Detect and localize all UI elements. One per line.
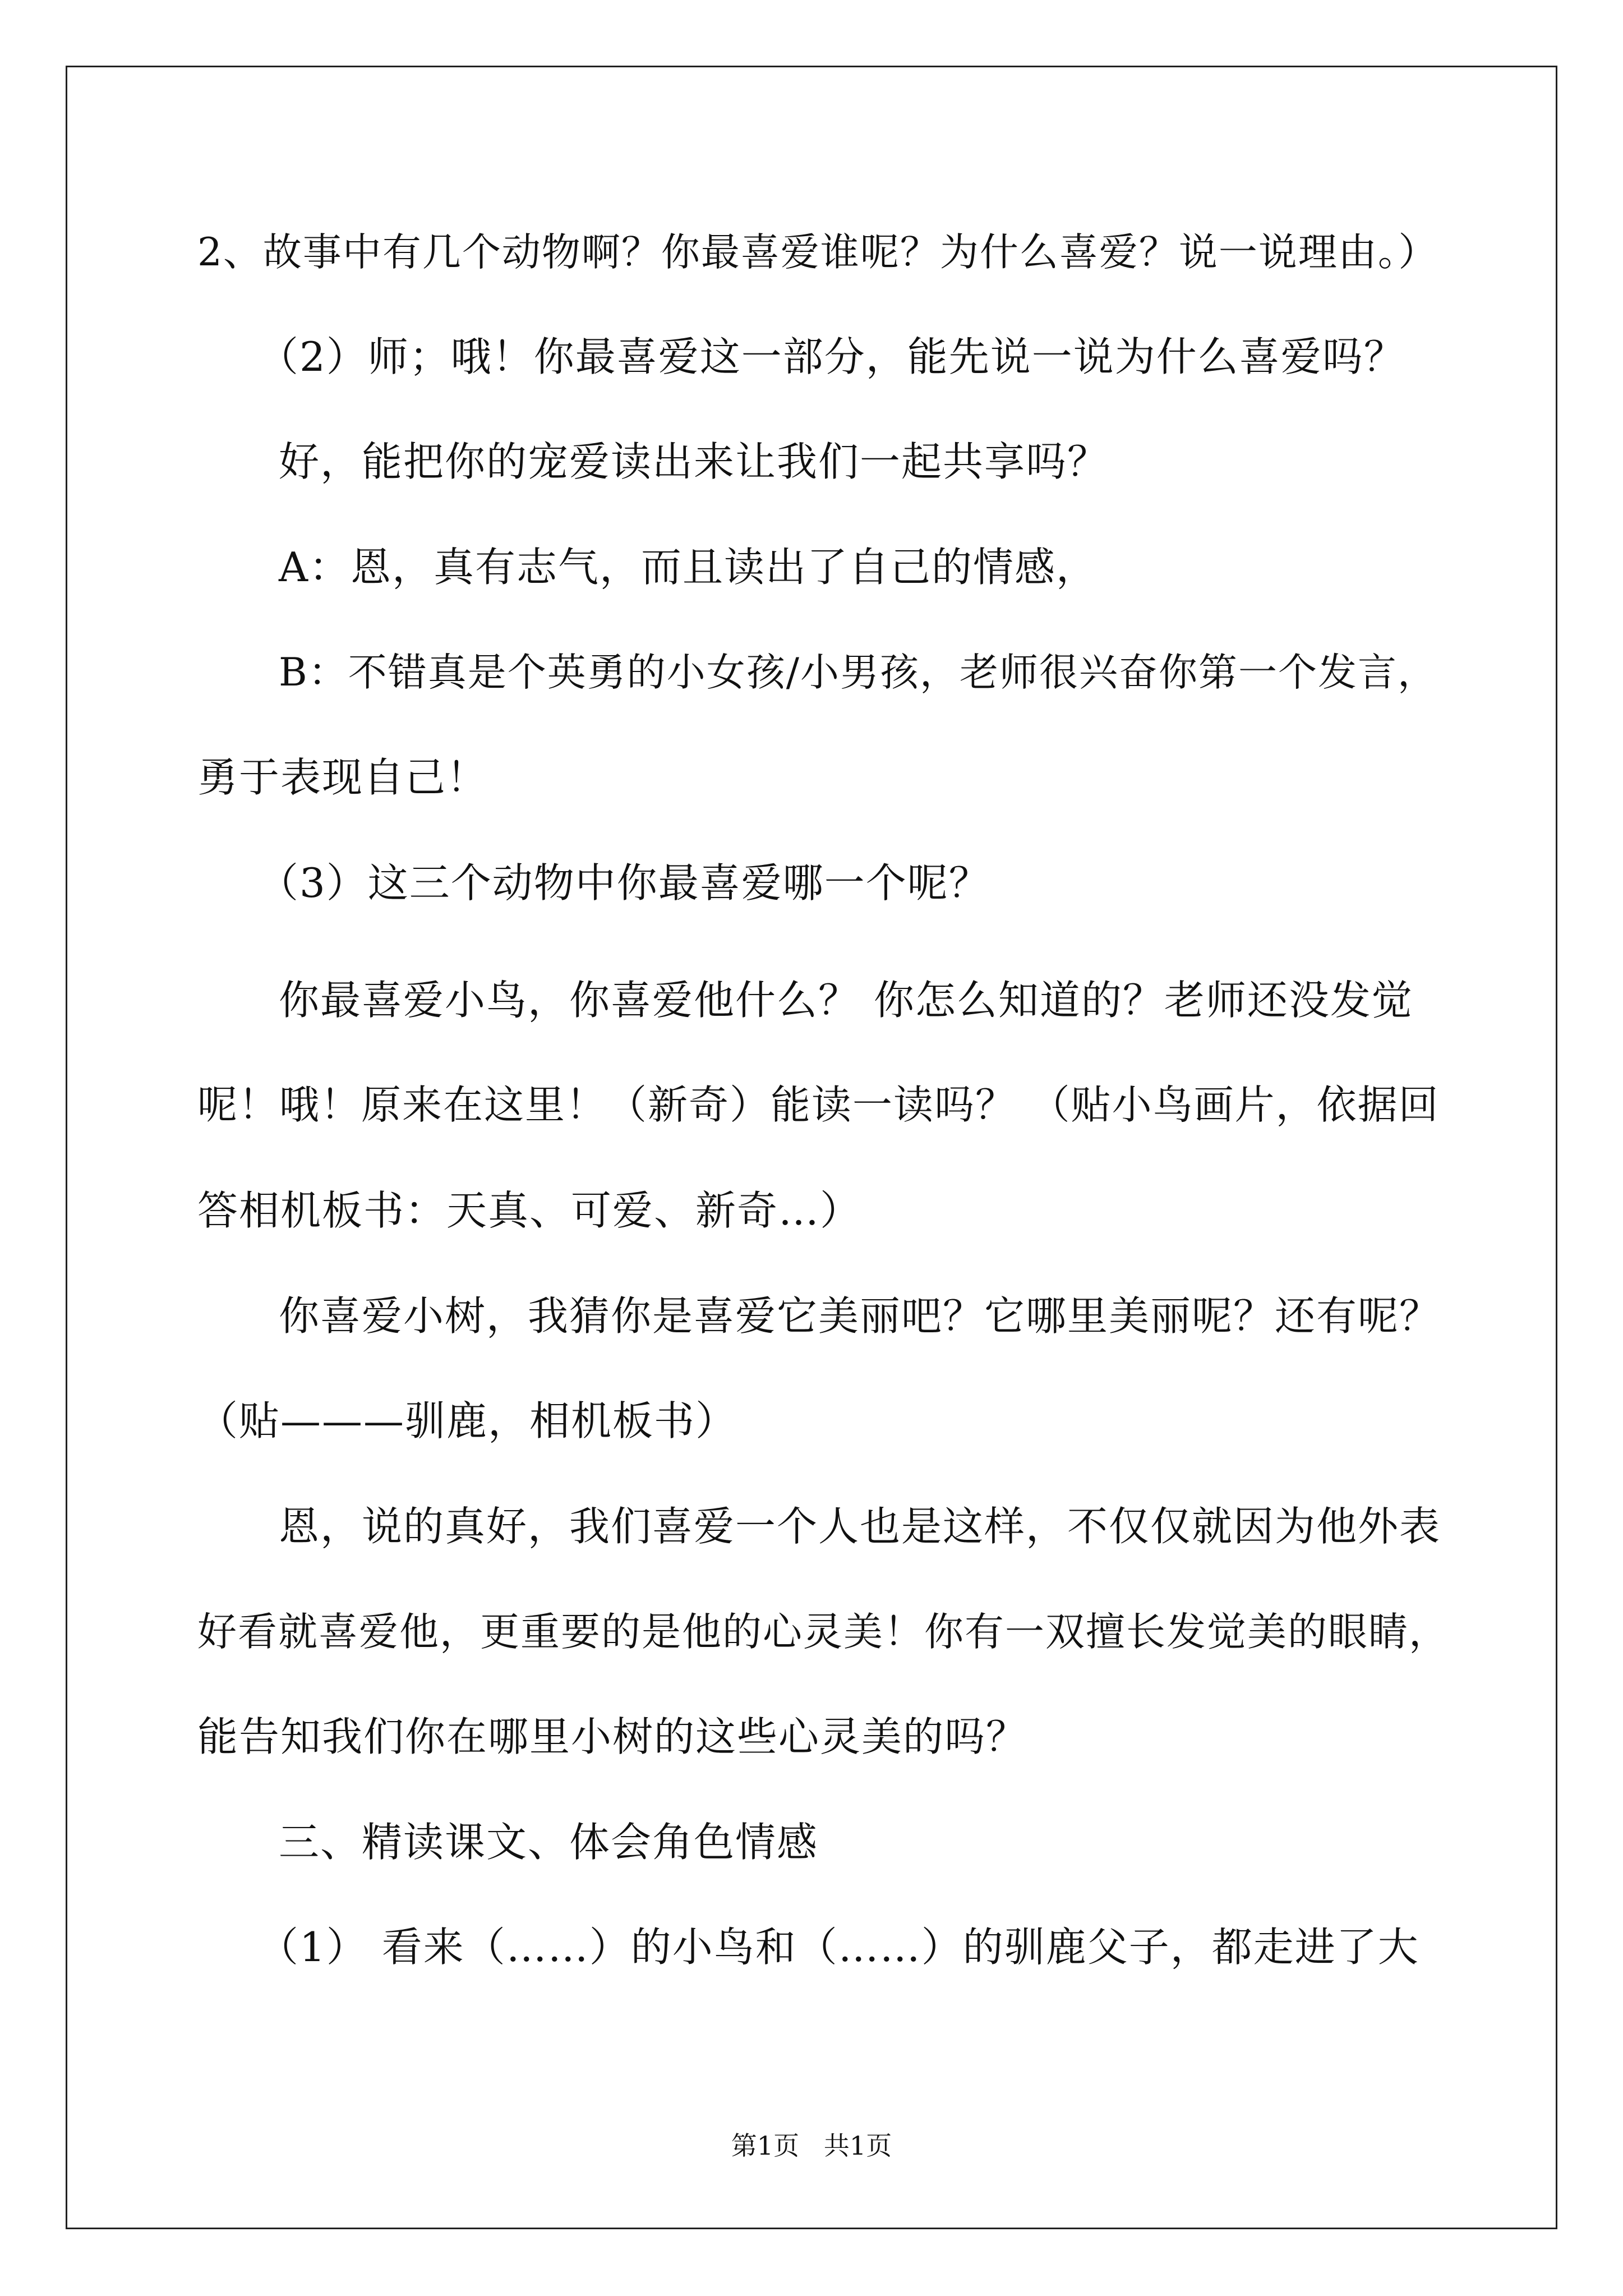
text-line: （3）这三个动物中你最喜爱哪一个呢？ — [258, 859, 990, 907]
text-line: B：不错真是个英勇的小女孩/小男孩，老师很兴奋你第一个发言， — [279, 650, 1437, 695]
text-line: （2）师；哦！你最喜爱这一部分，能先说一说为什么喜爱吗？ — [258, 333, 1405, 380]
text-line: 好，能把你的宠爱读出来让我们一起共享吗？ — [279, 438, 1109, 485]
text-line: 答相机板书：天真、可爱、新奇…） — [197, 1187, 862, 1234]
text-line: 你最喜爱小鸟，你喜爱他什么？ 你怎么知道的？老师还没发觉 — [279, 977, 1413, 1024]
text-line: 呢！哦！原来在这里！（新奇）能读一读吗？ （贴小鸟画片，依据回 — [197, 1082, 1440, 1128]
text-line: 三、精读课文、体会角色情感 — [279, 1819, 819, 1866]
text-line: 勇于表现自己！ — [197, 754, 488, 801]
text-line: 2、故事中有几个动物啊？你最喜爱谁呢？为什么喜爱？说一说理由。） — [197, 230, 1438, 275]
page-border — [66, 66, 1557, 2229]
text-line: 好看就喜爱他，更重要的是他的心灵美！你有一双擅长发觉美的眼睛， — [197, 1609, 1449, 1655]
text-line: 能告知我们你在哪里小树的这些心灵美的吗？ — [197, 1713, 1028, 1760]
text-line: 恩，说的真好，我们喜爱一个人也是这样，不仅仅就因为他外表 — [279, 1503, 1441, 1550]
text-line: 你喜爱小树，我猜你是喜爱它美丽吧？它哪里美丽呢？还有呢？ — [279, 1292, 1441, 1340]
text-line: A：恩，真有志气，而且读出了自己的情感， — [279, 544, 1098, 591]
text-line: （贴———驯鹿，相机板书） — [197, 1397, 737, 1444]
page-footer: 第1页 共1页 — [731, 2131, 892, 2161]
text-line: （1） 看来（……）的小鸟和（……）的驯鹿父子，都走进了大 — [258, 1924, 1419, 1971]
